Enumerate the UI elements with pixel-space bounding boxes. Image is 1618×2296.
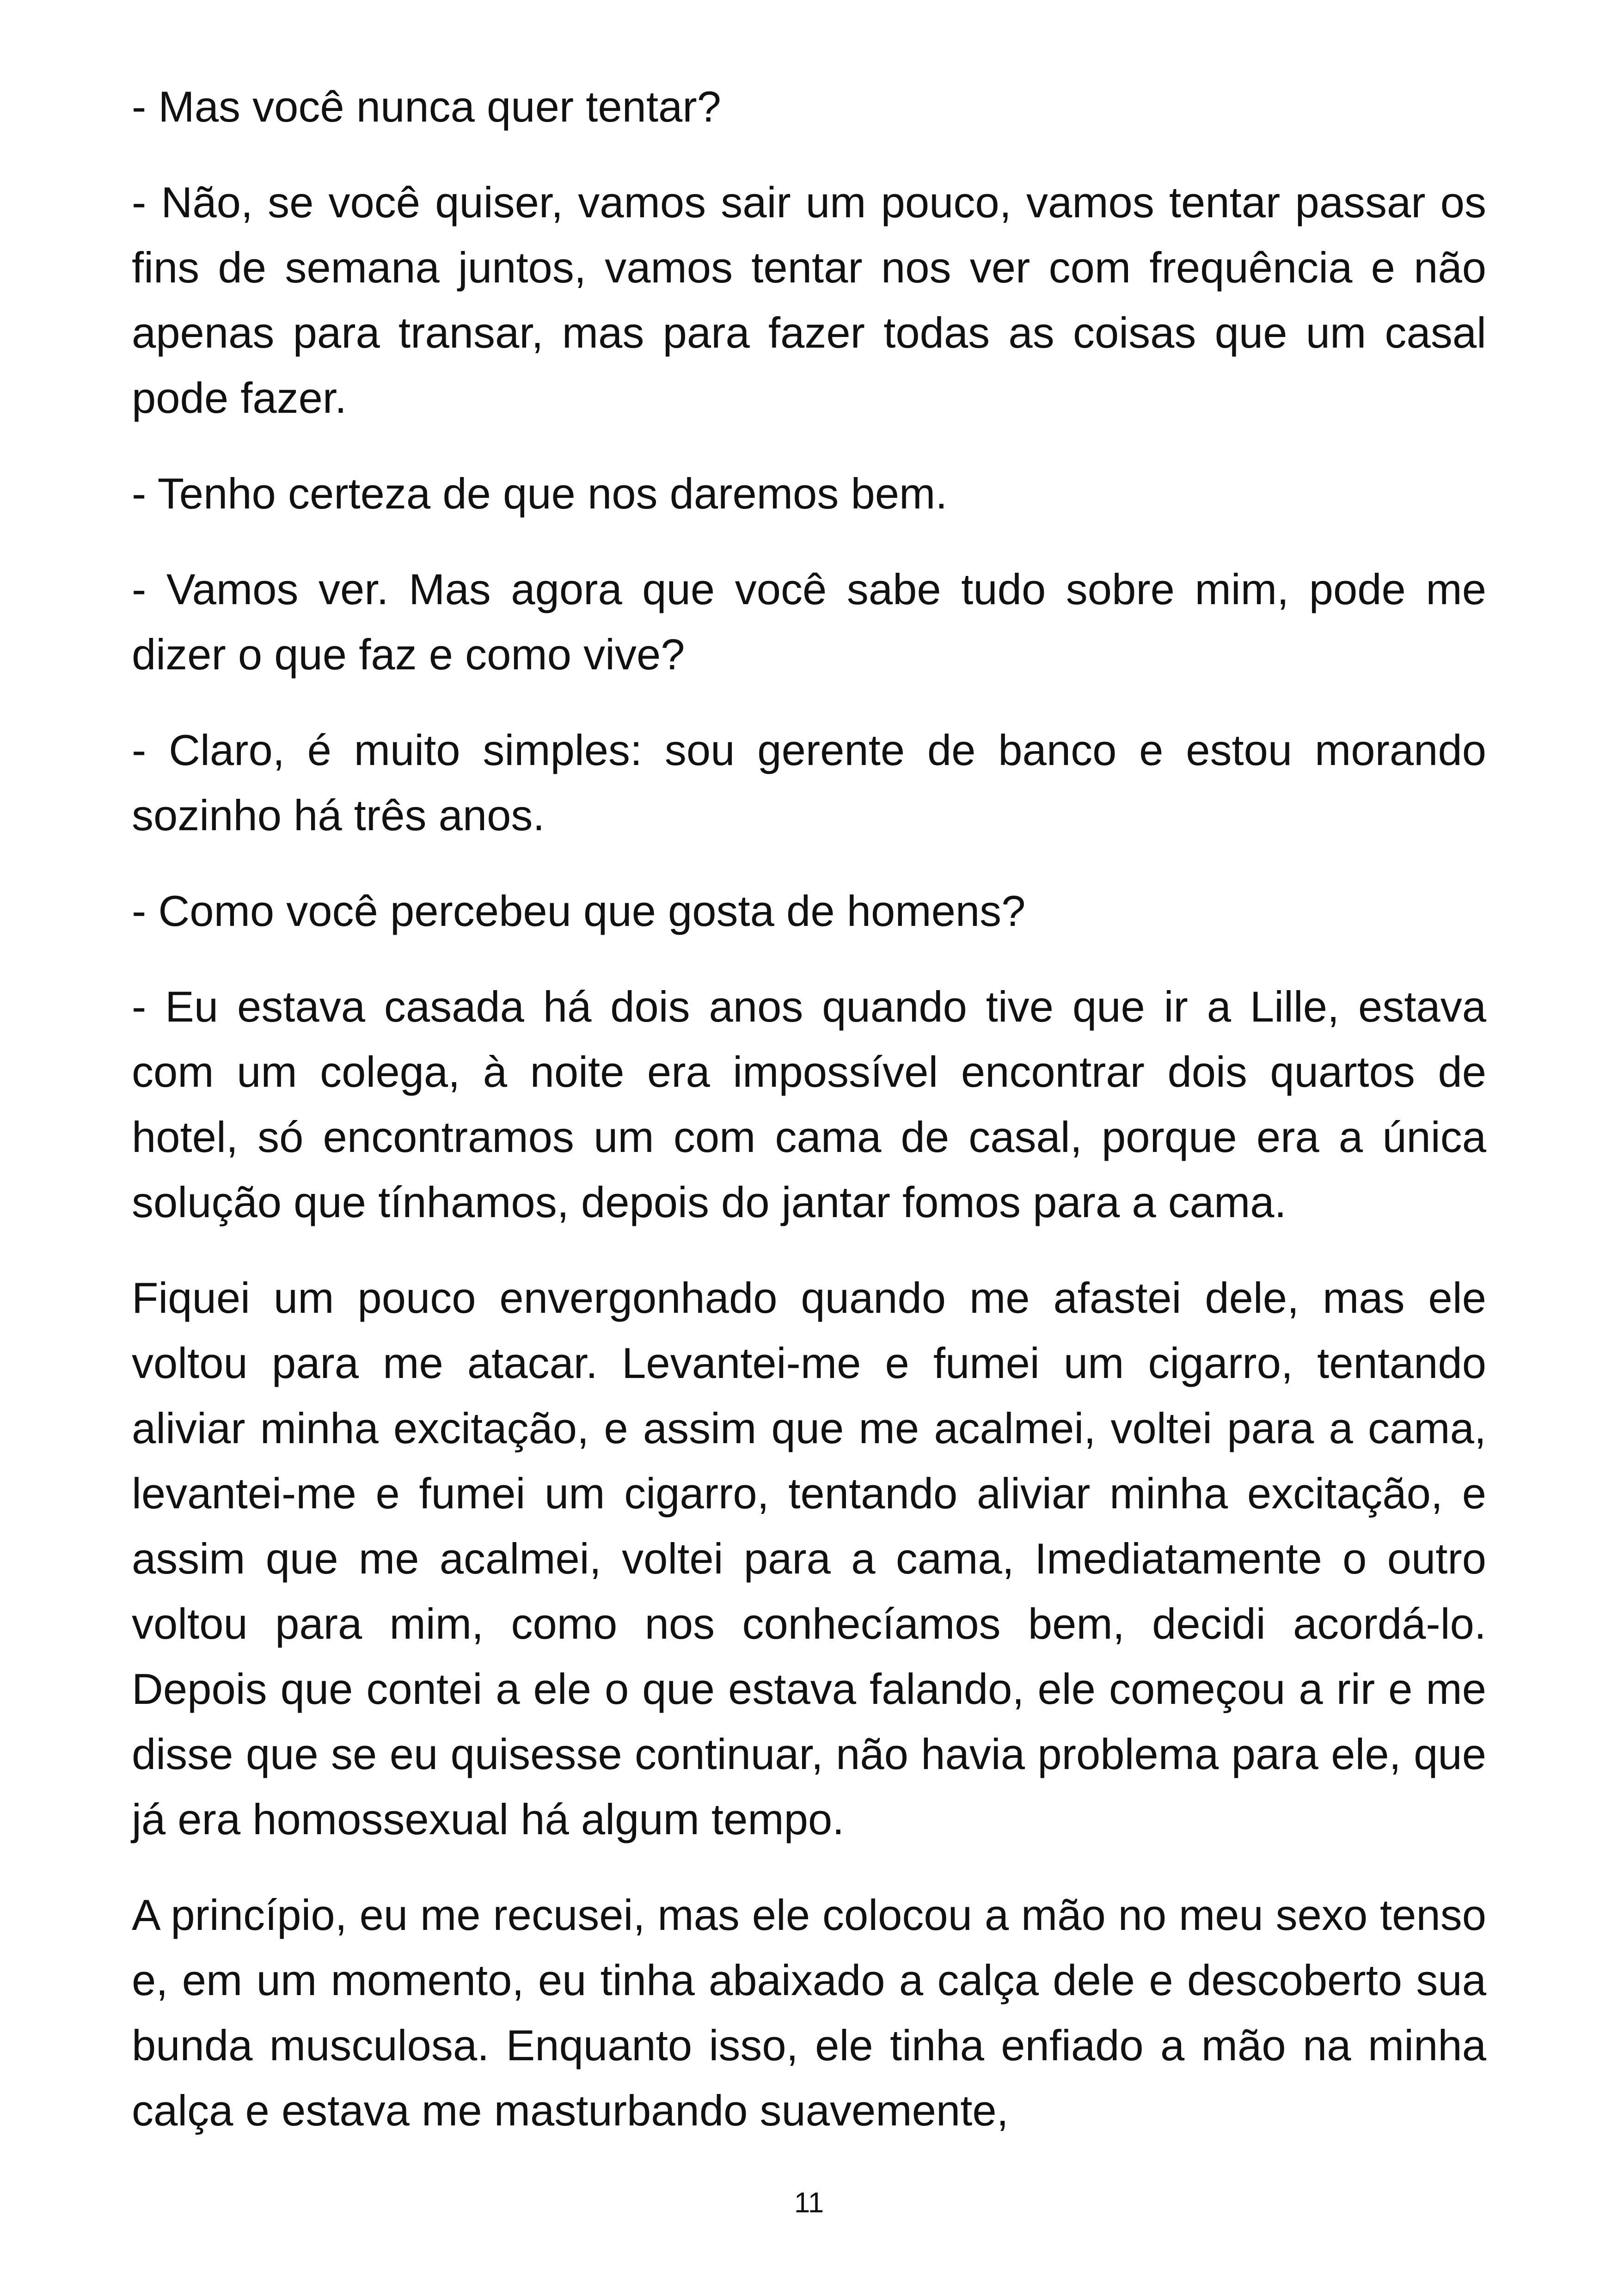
paragraph-9: A princípio, eu me recusei, mas ele colocou a mão no meu sexo tenso e, em um momento, eu tinha abaixado a calça dele e descoberto sua bunda musculosa. Enquanto isso, ele tinha enfiado a mão na minha calça e estava me masturbando suavemente, bbox=[132, 1891, 1486, 2135]
paragraph-5: - Claro, é muito simples: sou gerente de banco e estou morando sozinho há três anos. bbox=[132, 726, 1486, 839]
paragraph-3: - Tenho certeza de que nos daremos bem. bbox=[132, 469, 948, 518]
paragraph-8: Fiquei um pouco envergonhado quando me afastei dele, mas ele voltou para me atacar. Levantei-me e fumei um cigarro, tentando aliviar minha excitação, e assim que me acalmei, voltei para a cama, levantei-me e fumei um cigarro, tentando aliviar minha excitação, e assim que me acalmei, voltei para a cama, Imediatamente o outro voltou para mim, como nos conhecíamos bem, decidi acordá-lo. Depois que contei a ele o que estava falando, ele começou a rir e me disse que se eu quisesse continuar, não havia problema para ele, que já era homossexual há algum tempo. bbox=[132, 1274, 1486, 1843]
paragraph-2: - Não, se você quiser, vamos sair um pouco, vamos tentar passar os fins de semana juntos, vamos tentar nos ver com frequência e não apenas para transar, mas para fazer todas as coisas que um casal pode fazer. bbox=[132, 178, 1486, 422]
paragraph-6: - Como você percebeu que gosta de homens? bbox=[132, 887, 1026, 935]
body-text bbox=[132, 74, 1486, 2174]
paragraph-7: - Eu estava casada há dois anos quando tive que ir a Lille, estava com um colega, à noite era impossível encontrar dois quartos de hotel, só encontramos um com cama de casal, porque era a única solução que tínhamos, depois do jantar fomos para a cama. bbox=[132, 982, 1486, 1226]
page-number: 11 bbox=[794, 2187, 824, 2219]
paragraph-1: - Mas você nunca quer tentar? bbox=[132, 82, 721, 131]
paragraph-4: - Vamos ver. Mas agora que você sabe tudo sobre mim, pode me dizer o que faz e como vive? bbox=[132, 565, 1486, 679]
